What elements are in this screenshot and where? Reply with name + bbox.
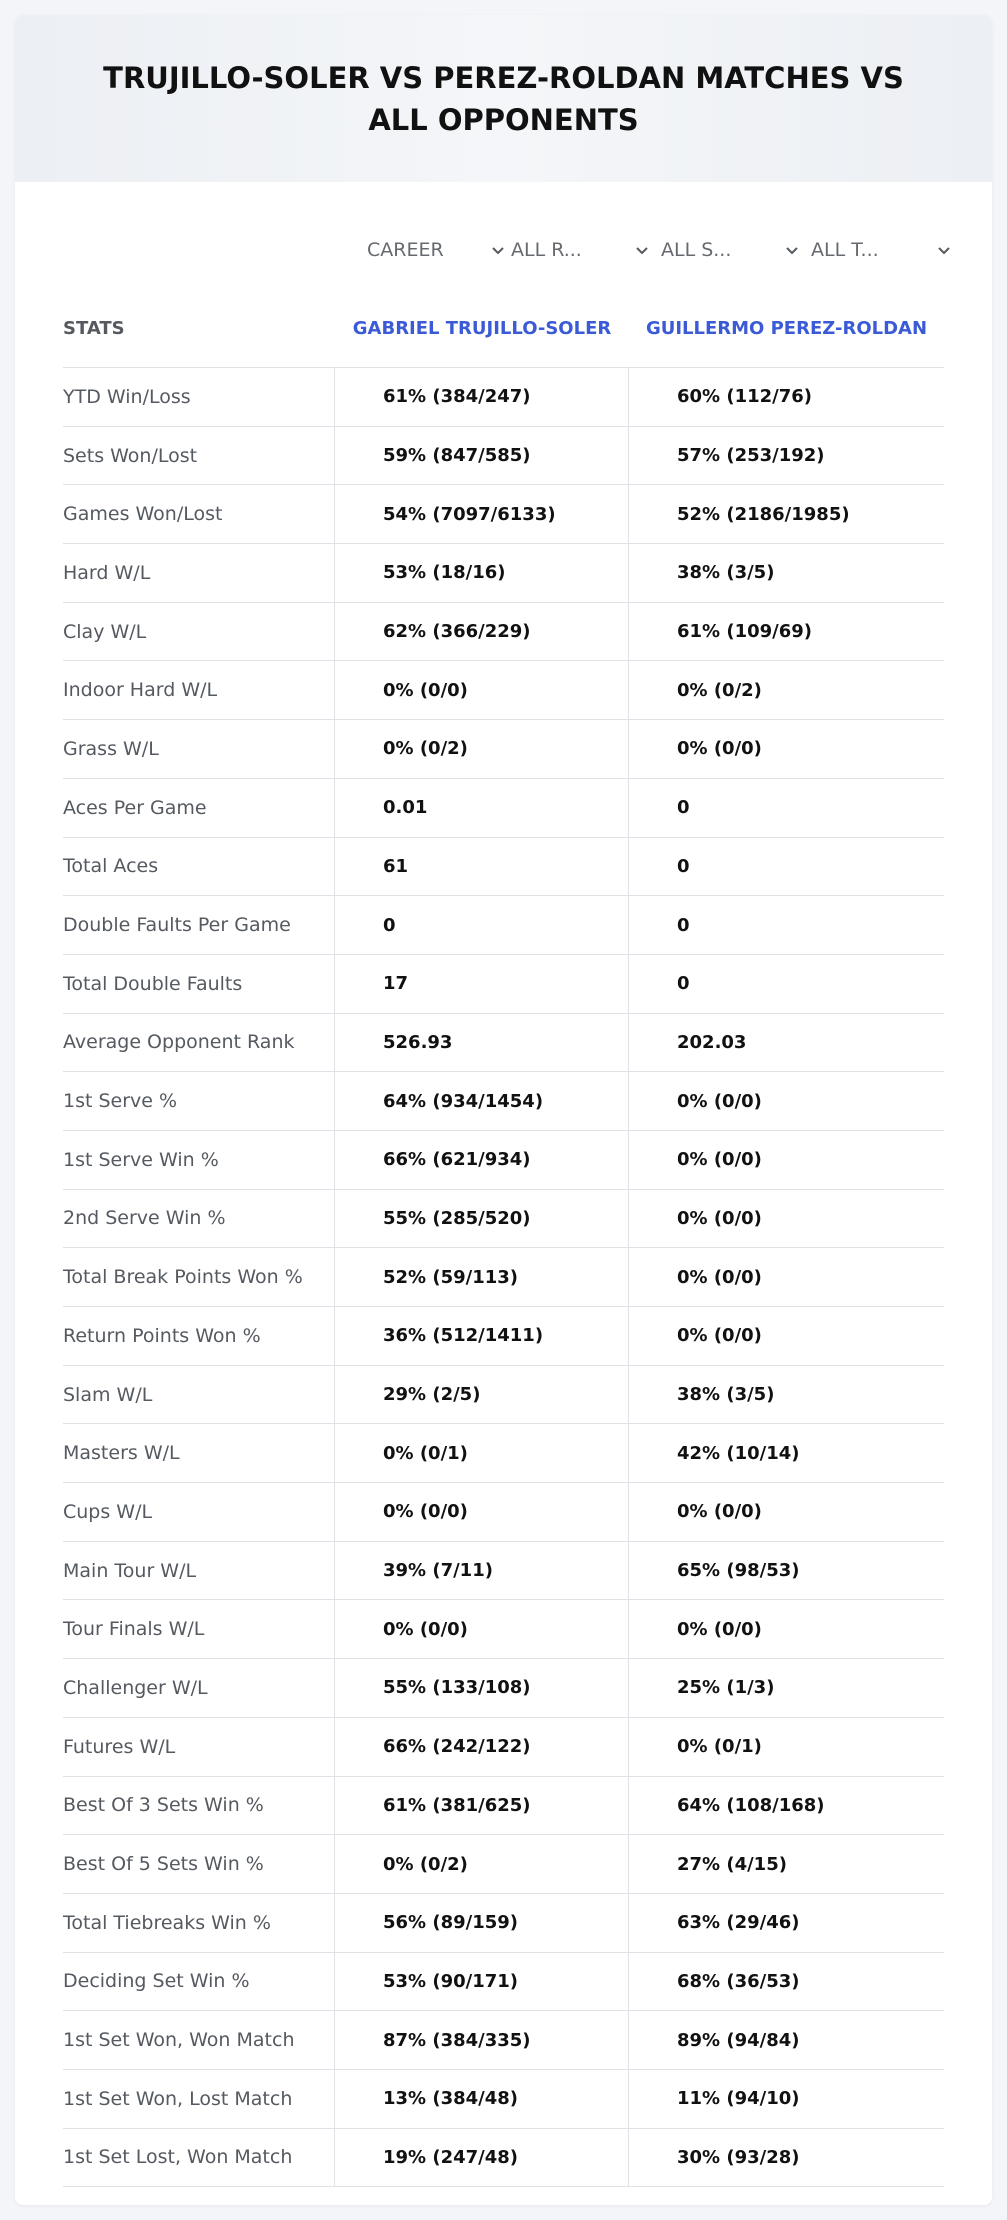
player2-value: 0% (0/0) [677,738,762,760]
player1-value: 59% (847/585) [335,427,629,485]
player2-value: 11% (94/10) [677,2088,800,2110]
player1-value: 55% (133/108) [335,1659,629,1717]
player1-value: 29% (2/5) [335,1366,629,1424]
filter-surface-select[interactable] [661,230,801,270]
player2-value: 0% (0/0) [677,1618,762,1640]
stat-label: 1st Serve Win % [63,1131,335,1189]
player1-value: 66% (242/122) [335,1718,629,1776]
stat-label: Sets Won/Lost [63,427,335,485]
player2-value: 64% (108/168) [677,1794,825,1816]
table-row [63,1718,944,1777]
player2-value: 0% (0/0) [677,1090,762,1112]
player2-value: 0% (0/0) [677,1325,762,1347]
player2-value: 25% (1/3) [677,1677,775,1699]
stat-label: Total Double Faults [63,955,335,1013]
player2-value: 202.03 [677,1031,747,1053]
player1-value: 0 [335,896,629,954]
player1-value: 39% (7/11) [335,1542,629,1600]
table-row [63,1072,944,1131]
table-row [63,2011,944,2070]
stat-label: Masters W/L [63,1424,335,1482]
stat-label: Best Of 5 Sets Win % [63,1835,335,1893]
player2-value: 0% (0/0) [677,1266,762,1288]
player2-value: 27% (4/15) [677,1853,787,1875]
player1-value: 64% (934/1454) [335,1072,629,1130]
player2-value: 0% (0/0) [677,1501,762,1523]
table-row [63,955,944,1014]
stat-label: Main Tour W/L [63,1542,335,1600]
player1-value: 36% (512/1411) [335,1307,629,1365]
player1-value: 0% (0/1) [335,1424,629,1482]
table-row [63,427,944,486]
stat-label: 1st Set Won, Lost Match [63,2070,335,2128]
stat-label: Double Faults Per Game [63,896,335,954]
player2-value: 0 [677,797,690,819]
player2-value: 60% (112/76) [677,386,812,408]
player2-value: 0% (0/1) [677,1736,762,1758]
table-row [63,603,944,662]
filter-period-label: CAREER [367,239,444,261]
player1-value: 66% (621/934) [335,1131,629,1189]
player1-value: 61% (381/625) [335,1777,629,1835]
player1-value: 0% (0/0) [335,1483,629,1541]
player2-value: 0 [677,855,690,877]
player1-value: 53% (18/16) [335,544,629,602]
table-row [63,1659,944,1718]
chevron-down-icon [633,241,651,259]
filter-period-select[interactable] [367,230,507,270]
player2-value: 0 [677,973,690,995]
player2-value: 65% (98/53) [677,1560,800,1582]
filter-bar [15,230,992,270]
chevron-down-icon [489,241,507,259]
table-row [63,368,944,427]
table-row [63,720,944,779]
stat-label: Tour Finals W/L [63,1600,335,1658]
stat-label: Slam W/L [63,1366,335,1424]
table-row [63,1600,944,1659]
table-row [63,1483,944,1542]
player2-value: 0% (0/2) [677,679,762,701]
player1-value: 61 [335,838,629,896]
stat-label: Games Won/Lost [63,485,335,543]
stat-label: 1st Set Lost, Won Match [63,2129,335,2187]
player2-value: 42% (10/14) [677,1442,800,1464]
player1-value: 19% (247/48) [335,2129,629,2187]
table-row [63,1131,944,1190]
player1-value: 52% (59/113) [335,1248,629,1306]
table-row [63,838,944,897]
stat-label: Aces Per Game [63,779,335,837]
column-header-player1-link[interactable]: GABRIEL TRUJILLO-SOLER [352,318,612,339]
stat-label: Total Aces [63,838,335,896]
player1-value: 0% (0/0) [335,1600,629,1658]
table-row [63,1835,944,1894]
table-row [63,485,944,544]
stat-label: Return Points Won % [63,1307,335,1365]
card-header [15,15,992,182]
player2-value: 68% (36/53) [677,1970,800,1992]
stats-table [63,290,944,2187]
player1-value: 0% (0/0) [335,661,629,719]
filter-tournament-select[interactable] [811,230,953,270]
table-row [63,2070,944,2129]
filter-round-label: ALL R... [511,239,582,261]
chevron-down-icon [935,241,953,259]
stat-label: Indoor Hard W/L [63,661,335,719]
stat-label: Cups W/L [63,1483,335,1541]
table-row [63,1777,944,1836]
player2-value: 89% (94/84) [677,2029,800,2051]
stat-label: 2nd Serve Win % [63,1190,335,1248]
stat-label: Total Tiebreaks Win % [63,1894,335,1952]
table-row [63,1424,944,1483]
player1-value: 61% (384/247) [335,368,629,426]
player1-value: 87% (384/335) [335,2011,629,2069]
stats-card [15,15,992,2205]
player2-value: 52% (2186/1985) [677,503,850,525]
stat-label: 1st Set Won, Won Match [63,2011,335,2069]
table-row [63,779,944,838]
player2-value: 38% (3/5) [677,562,775,584]
player1-value: 56% (89/159) [335,1894,629,1952]
page-title: TRUJILLO-SOLER VS PEREZ-ROLDAN MATCHES VS ALL OPPONENTS [103,60,904,137]
column-header-player2-link[interactable]: GUILLERMO PEREZ-ROLDAN [645,318,928,339]
stat-label: YTD Win/Loss [63,368,335,426]
filter-round-select[interactable] [511,230,651,270]
filter-surface-label: ALL S... [661,239,732,261]
stat-label: Average Opponent Rank [63,1014,335,1072]
player1-value: 54% (7097/6133) [335,485,629,543]
player2-value: 57% (253/192) [677,445,825,467]
player2-value: 63% (29/46) [677,1912,800,1934]
player2-value: 38% (3/5) [677,1384,775,1406]
player2-value: 30% (93/28) [677,2146,800,2168]
table-row [63,1307,944,1366]
stat-label: Deciding Set Win % [63,1953,335,2011]
stat-label: Challenger W/L [63,1659,335,1717]
player1-value: 0% (0/2) [335,720,629,778]
player1-value: 55% (285/520) [335,1190,629,1248]
table-body [63,368,944,2187]
player1-value: 13% (384/48) [335,2070,629,2128]
table-row [63,896,944,955]
player2-value: 0% (0/0) [677,1207,762,1229]
chevron-down-icon [783,241,801,259]
stat-label: Futures W/L [63,1718,335,1776]
player2-value: 0 [677,914,690,936]
player2-value: 0% (0/0) [677,1149,762,1171]
player2-value: 61% (109/69) [677,621,812,643]
player1-value: 62% (366/229) [335,603,629,661]
table-row [63,544,944,603]
stat-label: Total Break Points Won % [63,1248,335,1306]
player1-value: 0.01 [335,779,629,837]
stat-label: Grass W/L [63,720,335,778]
player1-value: 526.93 [335,1014,629,1072]
table-row [63,2129,944,2188]
column-header-stats: STATS [63,318,125,339]
stat-label: Hard W/L [63,544,335,602]
player1-value: 0% (0/2) [335,1835,629,1893]
table-row [63,1190,944,1249]
table-row [63,1894,944,1953]
stat-label: Best Of 3 Sets Win % [63,1777,335,1835]
table-row [63,1014,944,1073]
player1-value: 53% (90/171) [335,1953,629,2011]
table-header [63,290,944,368]
stat-label: 1st Serve % [63,1072,335,1130]
table-row [63,661,944,720]
player1-value: 17 [335,955,629,1013]
table-row [63,1248,944,1307]
stat-label: Clay W/L [63,603,335,661]
table-row [63,1366,944,1425]
filter-tournament-label: ALL T... [811,239,879,261]
table-row [63,1542,944,1601]
table-row [63,1953,944,2012]
